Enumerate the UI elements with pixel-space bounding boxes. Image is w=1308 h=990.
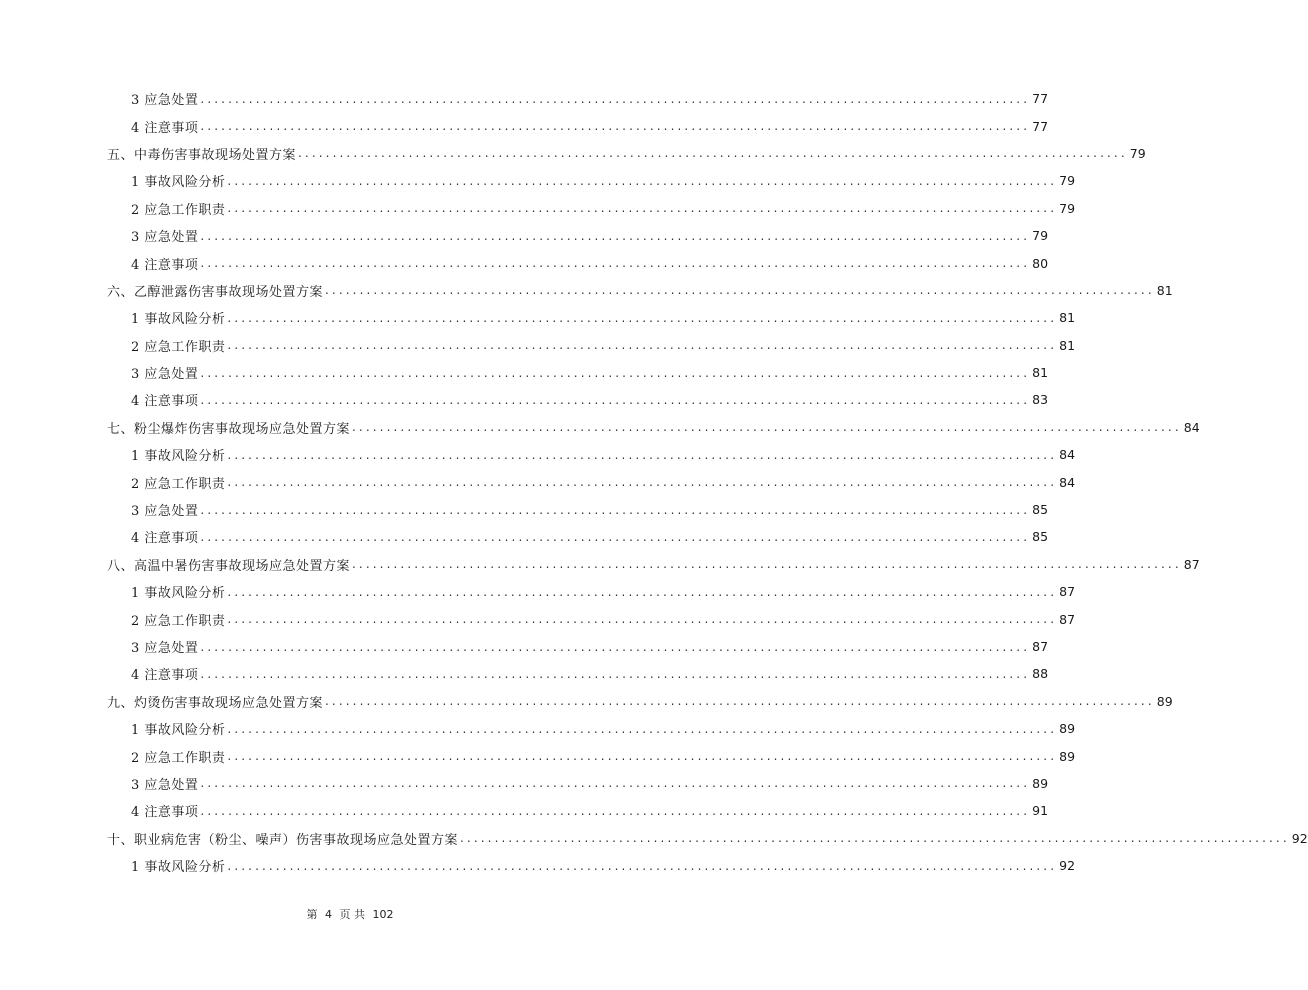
toc-dot-leader: ........................................................................................................................ bbox=[200, 529, 1031, 544]
toc-section-entry[interactable] bbox=[0, 277, 1173, 304]
toc-subsection-entry[interactable] bbox=[0, 468, 1076, 495]
toc-entry-page-number: 87 bbox=[1059, 611, 1076, 627]
toc-subsection-entry[interactable] bbox=[0, 167, 1076, 194]
toc-section-entry[interactable] bbox=[0, 140, 1146, 167]
toc-entry-page-number: 89 bbox=[1032, 775, 1049, 791]
toc-entry-page-number: 87 bbox=[1059, 584, 1076, 600]
toc-subsection-entry[interactable] bbox=[0, 496, 1049, 523]
toc-dot-leader: ........................................................................................................................ bbox=[200, 91, 1031, 106]
toc-dot-leader: ........................................................................................................................ bbox=[200, 666, 1031, 681]
toc-subsection-entry[interactable] bbox=[0, 797, 1049, 824]
toc-entry-page-number: 92 bbox=[1291, 830, 1308, 846]
toc-entry-title: 3 应急处置 bbox=[131, 774, 200, 793]
toc-entry-page-number: 79 bbox=[1032, 228, 1049, 244]
toc-dot-leader: ........................................................................................................................ bbox=[200, 502, 1031, 517]
toc-entry-title: 2 应急工作职责 bbox=[131, 747, 227, 766]
footer-current-page: 4 bbox=[325, 908, 332, 921]
toc-subsection-entry[interactable] bbox=[0, 523, 1049, 550]
toc-dot-leader: ........................................................................................................................ bbox=[325, 694, 1155, 709]
toc-subsection-entry[interactable] bbox=[0, 660, 1049, 687]
toc-dot-leader: ........................................................................................................................ bbox=[200, 776, 1031, 791]
toc-entry-title: 六、乙醇泄露伤害事故现场处置方案 bbox=[107, 281, 325, 300]
toc-entry-title: 2 应急工作职责 bbox=[131, 336, 227, 355]
toc-dot-leader: ........................................................................................................................ bbox=[227, 447, 1058, 462]
toc-entry-title: 十、职业病危害（粉尘、噪声）伤害事故现场应急处置方案 bbox=[107, 829, 460, 848]
toc-entry-title: 八、高温中暑伤害事故现场应急处置方案 bbox=[107, 555, 352, 574]
toc-entry-page-number: 92 bbox=[1059, 858, 1076, 874]
toc-entry-page-number: 88 bbox=[1032, 666, 1049, 682]
toc-dot-leader: ........................................................................................................................ bbox=[227, 749, 1058, 764]
toc-dot-leader: ........................................................................................................................ bbox=[298, 146, 1128, 161]
toc-subsection-entry[interactable] bbox=[0, 605, 1076, 632]
toc-dot-leader: ........................................................................................................................ bbox=[200, 119, 1031, 134]
toc-section-entry[interactable] bbox=[0, 688, 1173, 715]
toc-entry-page-number: 77 bbox=[1032, 91, 1049, 107]
toc-dot-leader: ........................................................................................................................ bbox=[200, 256, 1031, 271]
toc-entry-title: 4 注意事项 bbox=[131, 117, 200, 136]
toc-entry-page-number: 85 bbox=[1032, 529, 1049, 545]
toc-dot-leader: ........................................................................................................................ bbox=[227, 721, 1058, 736]
toc-section-entry[interactable] bbox=[0, 825, 1308, 852]
toc-entry-title: 3 应急处置 bbox=[131, 226, 200, 245]
toc-dot-leader: ........................................................................................................................ bbox=[227, 612, 1058, 627]
footer-middle: 页 共 bbox=[339, 908, 365, 921]
toc-entry-title: 1 事故风险分析 bbox=[131, 171, 227, 190]
toc-dot-leader: ........................................................................................................................ bbox=[227, 173, 1058, 188]
toc-entry-title: 3 应急处置 bbox=[131, 500, 200, 519]
toc-entry-title: 4 注意事项 bbox=[131, 390, 200, 409]
toc-entry-page-number: 91 bbox=[1032, 803, 1049, 819]
toc-entry-page-number: 89 bbox=[1156, 693, 1173, 709]
toc-subsection-entry[interactable] bbox=[0, 633, 1049, 660]
toc-entry-title: 七、粉尘爆炸伤害事故现场应急处置方案 bbox=[107, 418, 352, 437]
toc-entry-title: 3 应急处置 bbox=[131, 89, 200, 108]
toc-subsection-entry[interactable] bbox=[0, 359, 1049, 386]
toc-entry-page-number: 84 bbox=[1059, 474, 1076, 490]
toc-entry-title: 4 注意事项 bbox=[131, 527, 200, 546]
toc-entry-page-number: 83 bbox=[1032, 392, 1049, 408]
page-footer bbox=[0, 906, 700, 922]
toc-dot-leader: ........................................................................................................................ bbox=[227, 584, 1058, 599]
toc-entry-page-number: 87 bbox=[1032, 639, 1049, 654]
toc-entry-page-number: 81 bbox=[1156, 282, 1173, 298]
toc-subsection-entry[interactable] bbox=[0, 332, 1076, 359]
toc-entry-title: 3 应急处置 bbox=[131, 637, 200, 656]
toc-dot-leader: ........................................................................................................................ bbox=[200, 228, 1031, 243]
toc-entry-title: 2 应急工作职责 bbox=[131, 473, 227, 492]
toc-entry-title: 1 事故风险分析 bbox=[131, 308, 227, 327]
toc-subsection-entry[interactable] bbox=[0, 249, 1049, 276]
toc-entry-page-number: 80 bbox=[1032, 255, 1049, 271]
toc-entry-title: 五、中毒伤害事故现场处置方案 bbox=[107, 144, 298, 163]
toc-dot-leader: ........................................................................................................................ bbox=[227, 475, 1058, 490]
toc-subsection-entry[interactable] bbox=[0, 852, 1076, 879]
toc-entry-title: 4 注意事项 bbox=[131, 664, 200, 683]
toc-dot-leader: ........................................................................................................................ bbox=[227, 201, 1058, 216]
toc-entry-page-number: 81 bbox=[1032, 365, 1049, 381]
toc-entry-title: 2 应急工作职责 bbox=[131, 610, 227, 629]
toc-subsection-entry[interactable] bbox=[0, 441, 1076, 468]
toc-subsection-entry[interactable] bbox=[0, 304, 1076, 331]
toc-subsection-entry[interactable] bbox=[0, 386, 1049, 413]
toc-subsection-entry[interactable] bbox=[0, 85, 1049, 112]
toc-dot-leader: ........................................................................................................................ bbox=[352, 557, 1182, 572]
toc-subsection-entry[interactable] bbox=[0, 195, 1076, 222]
toc-subsection-entry[interactable] bbox=[0, 112, 1049, 139]
toc-subsection-entry[interactable] bbox=[0, 742, 1076, 769]
toc-entry-title: 2 应急工作职责 bbox=[131, 199, 227, 218]
toc-entry-title: 1 事故风险分析 bbox=[131, 719, 227, 738]
toc-entry-page-number: 77 bbox=[1032, 118, 1049, 134]
toc-dot-leader: ........................................................................................................................ bbox=[460, 831, 1290, 846]
toc-dot-leader: ........................................................................................................................ bbox=[227, 310, 1058, 325]
toc-entry-page-number: 85 bbox=[1032, 502, 1049, 518]
toc-dot-leader: ........................................................................................................................ bbox=[200, 803, 1031, 818]
table-of-contents bbox=[0, 85, 1308, 879]
toc-entry-title: 九、灼烫伤害事故现场应急处置方案 bbox=[107, 692, 325, 711]
toc-subsection-entry[interactable] bbox=[0, 770, 1049, 797]
toc-entry-page-number: 79 bbox=[1129, 145, 1146, 161]
toc-entry-title: 3 应急处置 bbox=[131, 363, 200, 382]
toc-list bbox=[0, 85, 1308, 879]
toc-subsection-entry[interactable] bbox=[0, 222, 1049, 249]
toc-entry-page-number: 81 bbox=[1059, 310, 1076, 326]
toc-subsection-entry[interactable] bbox=[0, 578, 1076, 605]
toc-entry-title: 1 事故风险分析 bbox=[131, 445, 227, 464]
footer-prefix: 第 bbox=[306, 908, 318, 921]
toc-dot-leader: ........................................................................................................................ bbox=[200, 392, 1031, 407]
toc-dot-leader: ........................................................................................................................ bbox=[200, 365, 1031, 380]
toc-entry-page-number: 79 bbox=[1059, 173, 1076, 189]
toc-entry-page-number: 84 bbox=[1183, 419, 1200, 435]
toc-entry-title: 1 事故风险分析 bbox=[131, 582, 227, 601]
toc-entry-title: 4 注意事项 bbox=[131, 254, 200, 273]
toc-section-entry[interactable] bbox=[0, 414, 1200, 441]
toc-dot-leader: ........................................................................................................................ bbox=[352, 420, 1182, 435]
toc-dot-leader: ........................................................................................................................ bbox=[200, 639, 1031, 654]
toc-dot-leader: ........................................................................................................................ bbox=[227, 858, 1058, 873]
toc-entry-page-number: 79 bbox=[1059, 200, 1076, 216]
toc-entry-page-number: 84 bbox=[1059, 447, 1076, 463]
toc-entry-page-number: 89 bbox=[1059, 748, 1076, 764]
toc-entry-page-number: 81 bbox=[1059, 337, 1076, 353]
toc-subsection-entry[interactable] bbox=[0, 715, 1076, 742]
footer-total-pages: 102 bbox=[372, 908, 394, 921]
toc-entry-page-number: 87 bbox=[1183, 556, 1200, 572]
toc-dot-leader: ........................................................................................................................ bbox=[325, 283, 1155, 298]
toc-entry-title: 4 注意事项 bbox=[131, 801, 200, 820]
toc-section-entry[interactable] bbox=[0, 551, 1200, 578]
toc-entry-page-number: 89 bbox=[1059, 721, 1076, 737]
toc-entry-title: 1 事故风险分析 bbox=[131, 856, 227, 875]
toc-dot-leader: ........................................................................................................................ bbox=[227, 338, 1058, 353]
